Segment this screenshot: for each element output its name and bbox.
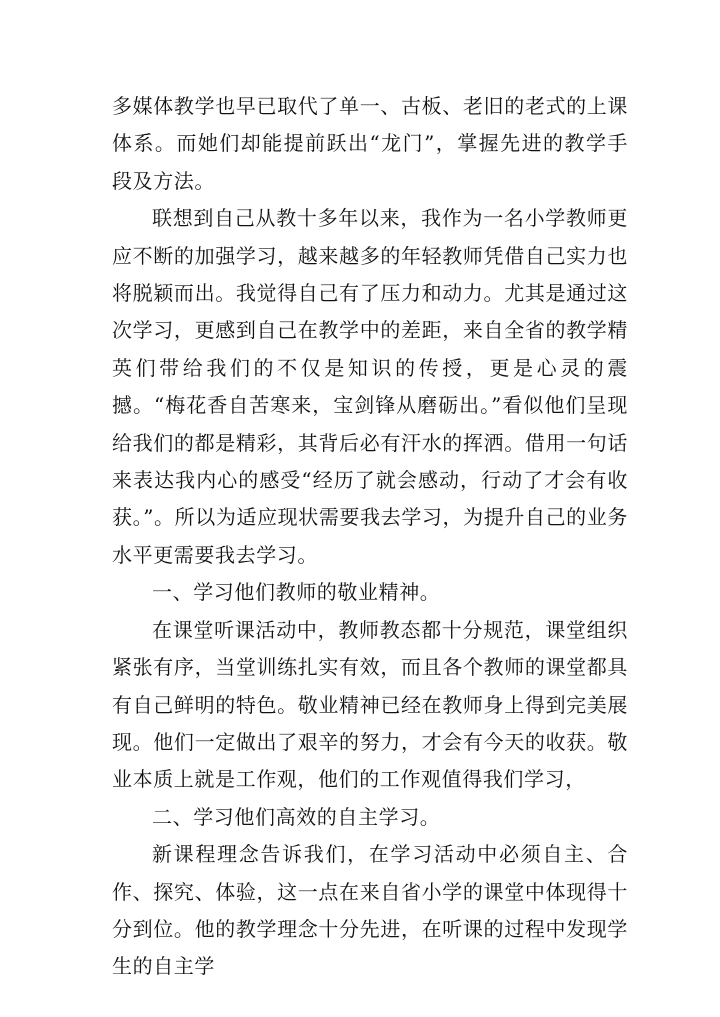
paragraph-continuation: 多媒体教学也早已取代了单一、古板、老旧的老式的上课体系。而她们却能提前跃出“龙门”，掌握先进的教学手段及方法。	[112, 94, 628, 193]
paragraph-reflection: 联想到自己从教十多年以来，我作为一名小学教师更应不断的加强学习，越来越多的年轻教师凭借自己实力也将脱颖而出。我觉得自己有了压力和动力。尤其是通过这次学习，更感到自己在教学中的差距，来自全省的教学精英们带给我们的不仅是知识的传授，更是心灵的震撼。“梅花香自苦寒来，宝剑锋从磨砺出。”看似他们呈现给我们的都是精彩，其背后必有汗水的挥洒。借用一句话来表达我内心的感受“经历了就会感动，行动了才会有收获。”。所以为适应现状需要我去学习，为提升自己的业务水平更需要我去学习。	[112, 206, 628, 567]
section-heading-autonomous-learning: 二、学习他们高效的自主学习。	[152, 804, 441, 829]
paragraph-autonomous-learning: 新课程理念告诉我们，在学习活动中必须自主、合作、探究、体验，这一点在来自省小学的课堂中体现得十分到位。他的教学理念十分先进，在听课的过程中发现学生的自主学	[112, 842, 628, 979]
section-heading-dedication: 一、学习他们教师的敬业精神。	[152, 580, 441, 605]
paragraph-dedication: 在课堂听课活动中，教师教态都十分规范，课堂组织紧张有序，当堂训练扎实有效，而且各个教师的课堂都具有自己鲜明的特色。敬业精神已经在教师身上得到完美展现。他们一定做出了艰辛的努力，才会有今天的收获。敬业本质上就是工作观，他们的工作观值得我们学习，	[112, 617, 628, 792]
